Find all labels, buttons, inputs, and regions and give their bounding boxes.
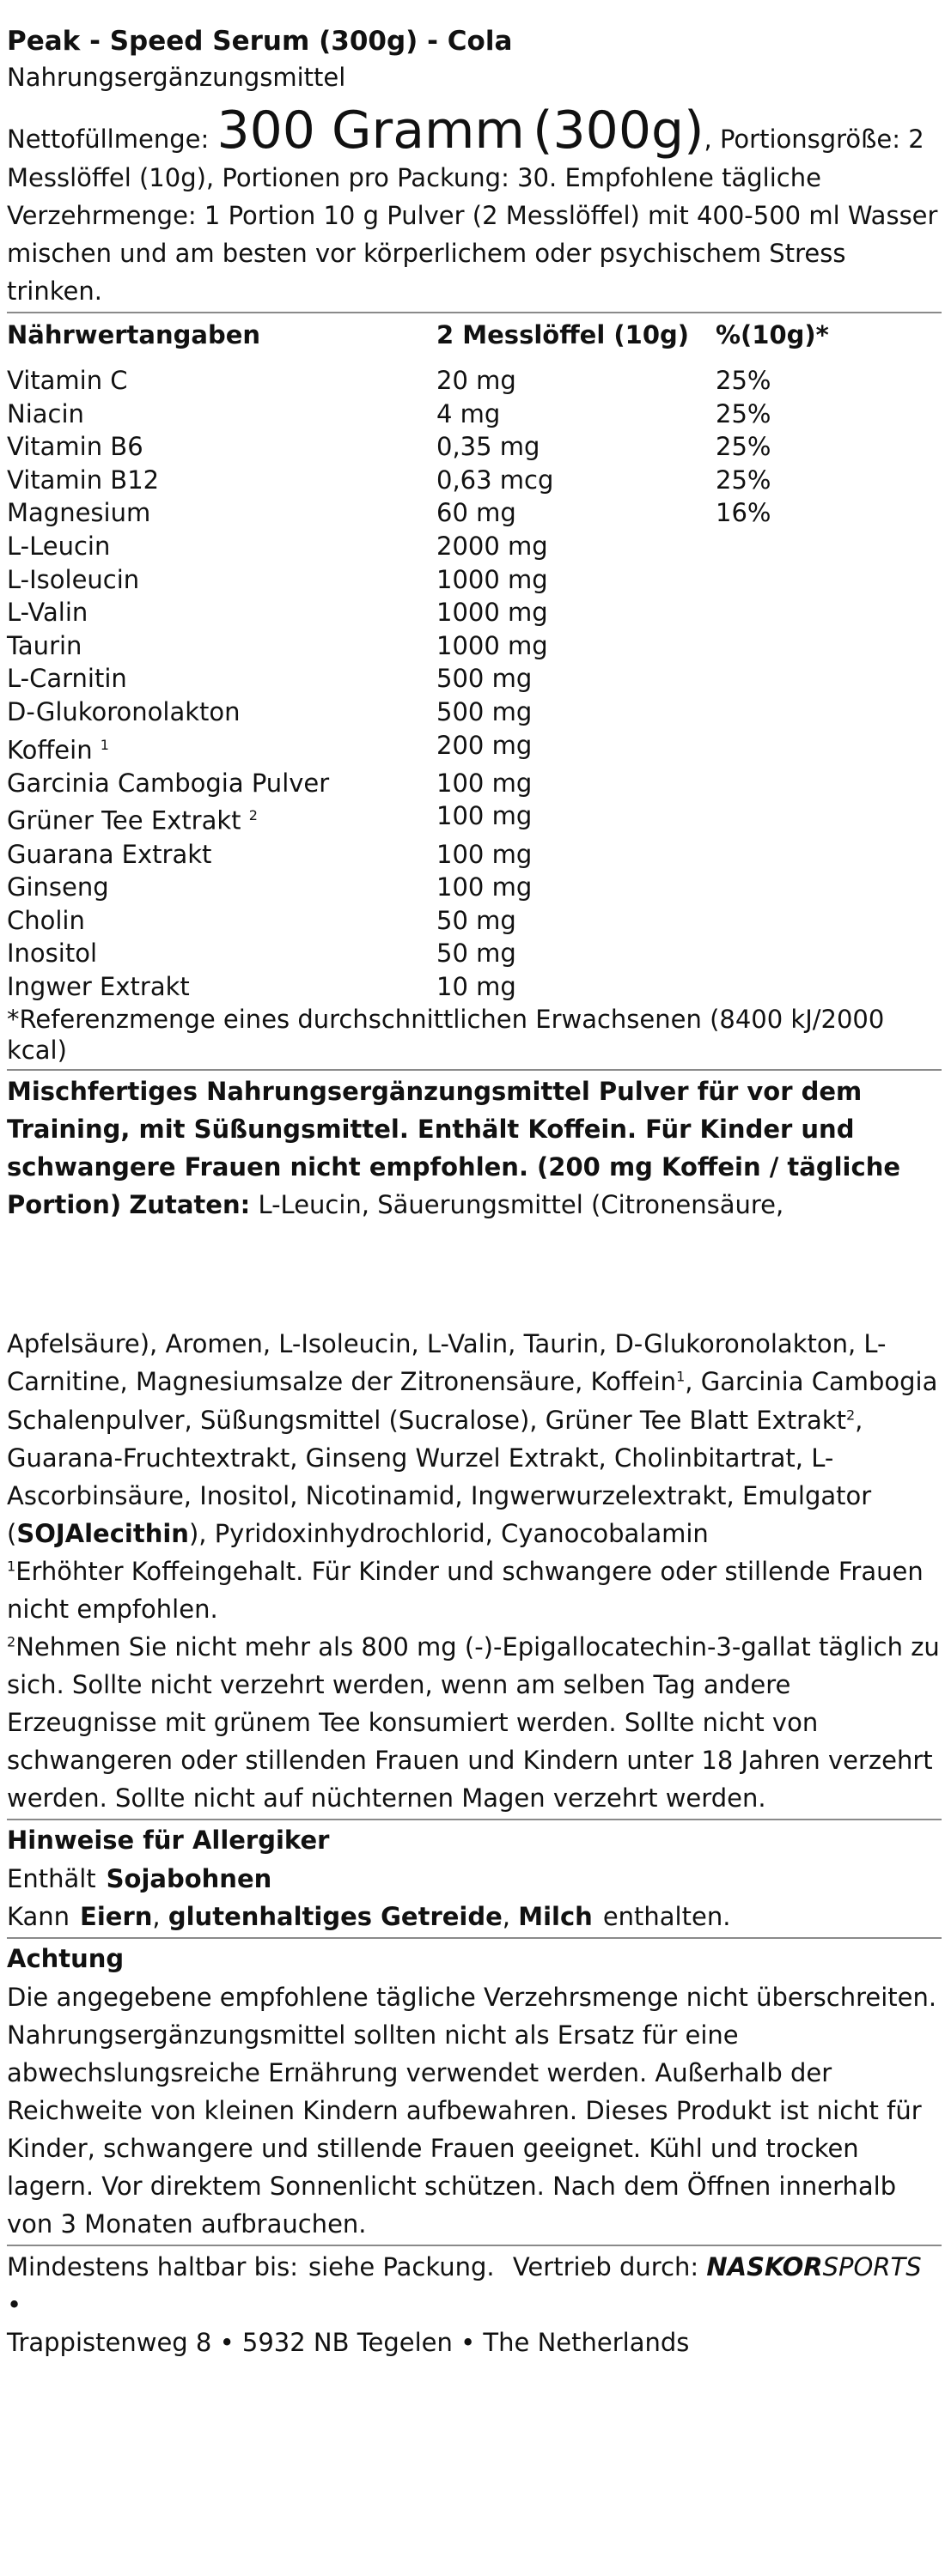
divider xyxy=(7,312,942,313)
nutrient-amount: 1000 mg xyxy=(436,598,548,628)
nutrient-percent xyxy=(716,530,942,563)
best-before-value: siehe Packung. xyxy=(308,2252,495,2282)
nutrient-amount: 2000 mg xyxy=(436,531,548,561)
nutrition-header-name: Nährwertangaben xyxy=(7,319,261,349)
nutrient-percent xyxy=(716,662,942,696)
nutrient-name-cell xyxy=(7,970,436,1004)
nutrient-name: Vitamin C xyxy=(7,365,128,395)
divider xyxy=(7,1937,942,1939)
divider xyxy=(7,1819,942,1820)
nutrient-name: Magnesium xyxy=(7,498,151,528)
nutrition-row xyxy=(7,838,942,872)
brand-name: NASKOR xyxy=(706,2252,823,2282)
nutrition-table xyxy=(7,315,942,1004)
nutrient-name-cell xyxy=(7,464,436,497)
nutrition-row xyxy=(7,596,942,629)
nutrient-name: L-Leucin xyxy=(7,531,111,561)
portion-size-label: , Portionsgröße: xyxy=(704,125,901,155)
may-contain-label: Kann xyxy=(7,1901,70,1931)
nutrient-name: L-Valin xyxy=(7,598,88,628)
footer-address: Trappistenweg 8 • 5932 NB Tegelen • The Netherlands xyxy=(7,2328,690,2358)
nutrient-amount: 200 mg xyxy=(436,730,533,760)
reference-footnote: *Referenzmenge eines durchschnittlichen Erwachsenen (8400 kJ/2000 kcal) xyxy=(7,1004,885,1065)
footnote-marker: 2 xyxy=(248,807,258,824)
nutrient-name: D-Glukoronolakton xyxy=(7,696,241,726)
description-text: Mischfertiges Nahrungsergänzungsmittel Pulver für vor dem Training, mit Süßungsmittel. Enthält Koffein. Für Kinder und schwangere Frauen nicht empfohlen. (200 mg Koffein / tägliche Portion) xyxy=(7,1077,901,1220)
nutrient-amount: 0,35 mg xyxy=(436,432,540,462)
nutrition-row xyxy=(7,662,942,696)
nutrient-name: Ginseng xyxy=(7,872,109,902)
nutrition-row xyxy=(7,530,942,563)
warning-heading: Achtung xyxy=(7,1944,125,1974)
nutrient-amount: 100 mg xyxy=(436,801,533,831)
warning-text: Die angegebene empfohlene tägliche Verzehrsmenge nicht überschreiten. Nahrungsergänzungsmittel sollten nicht als Ersatz für eine abwechslungsreiche Ernährung verwendet werden. Außerhalb der Reichweite von kleinen Kindern aufbewahren. Dieses Produkt ist nicht für Kinder, schwangere und stillende Frauen geeignet. Kühl und trocken lagern. Vor direktem Sonnenlicht schützen. Nach dem Öffnen innerhalb von 3 Monaten aufbrauchen. xyxy=(7,1982,937,2239)
allergy-contains xyxy=(7,1860,942,1898)
nutrient-name-cell xyxy=(7,496,436,530)
brand-suffix: SPORTS xyxy=(822,2252,922,2282)
nutrition-row xyxy=(7,970,942,1004)
nutrient-percent xyxy=(716,871,942,904)
ingredients-part: Apfelsäure), Aromen, L-Isoleucin, L-Valin, Taurin, D-Glukoronolakton, L-Carnitine, Magnesiumsalze der Zitronensäure, Koffein xyxy=(7,1329,887,1397)
nutrient-name-cell xyxy=(7,430,436,464)
nutrient-name: Taurin xyxy=(7,630,82,660)
nutrient-name-cell xyxy=(7,696,436,729)
nutrition-header-percent: %(10g)* xyxy=(716,319,829,349)
nutrient-name-cell xyxy=(7,729,436,767)
may-contain-item: glutenhaltiges Getreide xyxy=(168,1901,503,1931)
footnote-text: Nehmen Sie nicht mehr als 800 mg (-)-Epigallocatechin-3-gallat täglich zu sich. Sollte nicht verzehrt werden, wenn am selben Tag andere Erzeugnisse mit grünem Tee konsumiert werden. Sollte nicht von schwangeren oder stillenden Frauen und Kindern unter 18 Jahren verzehrt werden. Sollte nicht auf nüchternen Magen verzehrt werden. xyxy=(7,1632,940,1814)
nutrition-row xyxy=(7,767,942,800)
nutrient-name: Guarana Extrakt xyxy=(7,839,212,869)
nutrition-row xyxy=(7,799,942,837)
nutrient-percent xyxy=(716,767,942,800)
nutrient-name: Ingwer Extrakt xyxy=(7,971,190,1001)
nutrition-row xyxy=(7,464,942,497)
footnote-marker: 1 xyxy=(7,1558,16,1575)
footnote-marker: 2 xyxy=(845,1406,856,1423)
nutrient-percent: 25% xyxy=(716,398,771,428)
allergy-heading: Hinweise für Allergiker xyxy=(7,1826,330,1856)
nutrient-name-cell xyxy=(7,364,436,398)
divider xyxy=(7,2245,942,2246)
nutrient-amount: 10 mg xyxy=(436,971,516,1001)
nutrient-name: Inositol xyxy=(7,939,98,969)
nutrient-name-cell xyxy=(7,838,436,872)
nutrient-amount: 100 mg xyxy=(436,768,533,798)
nutrition-row xyxy=(7,364,942,398)
may-contain-item: Eiern xyxy=(80,1901,153,1931)
product-category: Nahrungsergänzungsmittel xyxy=(7,62,346,92)
may-contain-item: Milch xyxy=(518,1901,593,1931)
footnote-marker: 1 xyxy=(100,736,109,753)
footnote-caffeine xyxy=(7,1552,942,1628)
bullet-separator: • xyxy=(7,2290,22,2320)
nutrient-percent xyxy=(716,596,942,629)
nutrient-name: Grüner Tee Extrakt xyxy=(7,806,241,835)
nutrient-percent: 16% xyxy=(716,498,771,528)
nutrient-name: Cholin xyxy=(7,905,85,935)
nutrition-row xyxy=(7,729,942,767)
portion-size-grams: (10g) xyxy=(138,162,206,192)
nutrition-row xyxy=(7,563,942,597)
ingredients-part: , Guarana-Fruchtextrakt, Ginseng Wurzel Extrakt, Cholinbitartrat, L-Ascorbinsäure, Inositol, Nicotinamid, Ingwerwurzelextrakt, Emulgator ( xyxy=(7,1405,872,1548)
nutrient-amount: 500 mg xyxy=(436,664,533,694)
nutrient-percent xyxy=(716,729,942,767)
nutrient-name: Koffein xyxy=(7,735,93,765)
nutrient-percent: 25% xyxy=(716,432,771,462)
footnote-marker: 2 xyxy=(7,1633,16,1650)
nutrient-percent: 25% xyxy=(716,465,771,495)
nutrient-name-cell xyxy=(7,530,436,563)
nutrition-row xyxy=(7,496,942,530)
nutrient-name-cell xyxy=(7,596,436,629)
nutrient-amount: 60 mg xyxy=(436,498,516,528)
net-quantity-value: 300 Gramm xyxy=(216,100,525,161)
nutrient-amount: 100 mg xyxy=(436,872,533,902)
product-intro xyxy=(7,100,942,309)
nutrient-name: L-Isoleucin xyxy=(7,564,140,594)
ingredients-part: ), Pyridoxinhydrochlorid, Cyanocobalamin xyxy=(188,1518,709,1548)
may-contain-suffix: enthalten. xyxy=(602,1901,731,1931)
nutrient-amount: 50 mg xyxy=(436,905,516,935)
nutrition-header-row xyxy=(7,315,942,364)
nutrient-name-cell xyxy=(7,904,436,938)
footnote-green-tea xyxy=(7,1628,942,1817)
nutrient-name-cell xyxy=(7,937,436,970)
nutrient-amount: 4 mg xyxy=(436,398,501,428)
net-quantity-grams: (300g) xyxy=(533,100,704,161)
contains-value: Sojabohnen xyxy=(106,1863,272,1893)
nutrient-amount: 0,63 mcg xyxy=(436,465,554,495)
best-before-label: Mindestens haltbar bis: xyxy=(7,2252,298,2282)
footnote-marker: 1 xyxy=(676,1368,686,1385)
nutrition-row xyxy=(7,937,942,970)
nutrient-name-cell xyxy=(7,629,436,663)
nutrient-amount: 100 mg xyxy=(436,839,533,869)
allergy-may-contain: Kann Eiern, glutenhaltiges Getreide, Milch enthalten. xyxy=(7,1901,731,1931)
nutrient-percent: 25% xyxy=(716,365,771,395)
nutrient-percent xyxy=(716,970,942,1004)
footer-info xyxy=(7,2248,942,2324)
daily-recommendation: Empfohlene tägliche Verzehrmenge: 1 Portion 10 g Pulver (2 Messlöffel) mit 400-500 ml Wasser mischen und am besten vor körperlichem oder psychischem Stress trinken. xyxy=(7,162,938,306)
nutrient-percent xyxy=(716,563,942,597)
nutrient-amount: 500 mg xyxy=(436,696,533,726)
nutrient-percent xyxy=(716,904,942,938)
product-title: Peak - Speed Serum (300g) - Cola xyxy=(7,26,513,57)
footnote-text: Erhöhter Koffeingehalt. Für Kinder und schwangere oder stillende Frauen nicht empfohlen. xyxy=(7,1556,924,1624)
nutrition-row xyxy=(7,696,942,729)
distributor-label: Vertrieb durch: xyxy=(512,2252,699,2282)
nutrient-name-cell xyxy=(7,398,436,431)
nutrient-name: Garcinia Cambogia Pulver xyxy=(7,768,330,798)
nutrient-percent xyxy=(716,838,942,872)
portion-size-value: 2 Messlöffel xyxy=(7,125,924,192)
nutrient-name-cell xyxy=(7,767,436,800)
nutrient-percent xyxy=(716,799,942,837)
portions-per-pack-value: 30. xyxy=(517,162,558,192)
nutrition-row xyxy=(7,398,942,431)
ingredients-start: L-Leucin, Säuerungsmittel (Citronensäure, xyxy=(258,1190,784,1220)
nutrition-row xyxy=(7,629,942,663)
nutrient-percent xyxy=(716,696,942,729)
nutrient-amount: 20 mg xyxy=(436,365,516,395)
nutrient-percent xyxy=(716,937,942,970)
nutrient-name: Vitamin B6 xyxy=(7,432,143,462)
nutrition-row xyxy=(7,871,942,904)
nutrition-row xyxy=(7,430,942,464)
divider xyxy=(7,1069,942,1071)
nutrient-name: Vitamin B12 xyxy=(7,465,160,495)
nutrition-rows xyxy=(7,364,942,1004)
nutrient-amount: 1000 mg xyxy=(436,564,548,594)
ingredients-part: , Garcinia Cambogia Schalenpulver, Süßungsmittel (Sucralose), Grüner Tee Blatt Extrakt xyxy=(7,1367,938,1435)
nutrient-name-cell xyxy=(7,662,436,696)
net-quantity-label: Nettofüllmenge: xyxy=(7,125,210,155)
nutrition-header-amount: 2 Messlöffel (10g) xyxy=(436,319,690,349)
nutrient-name: Niacin xyxy=(7,398,84,428)
contains-label: Enthält xyxy=(7,1863,96,1893)
nutrition-row xyxy=(7,904,942,938)
nutrient-name-cell xyxy=(7,871,436,904)
allergen-soy: SOJAlecithin xyxy=(16,1518,189,1548)
ingredients-label: Zutaten: xyxy=(129,1190,251,1220)
nutrient-percent xyxy=(716,629,942,663)
ingredients-list xyxy=(7,1325,942,1552)
nutrient-name-cell xyxy=(7,799,436,837)
nutrient-amount: 1000 mg xyxy=(436,630,548,660)
nutrient-amount: 50 mg xyxy=(436,939,516,969)
nutrient-name-cell xyxy=(7,563,436,597)
nutrient-name: L-Carnitin xyxy=(7,664,127,694)
blank-space xyxy=(7,1224,942,1325)
portions-per-pack-label: , Portionen pro Packung: xyxy=(205,162,509,192)
product-description xyxy=(7,1072,942,1224)
